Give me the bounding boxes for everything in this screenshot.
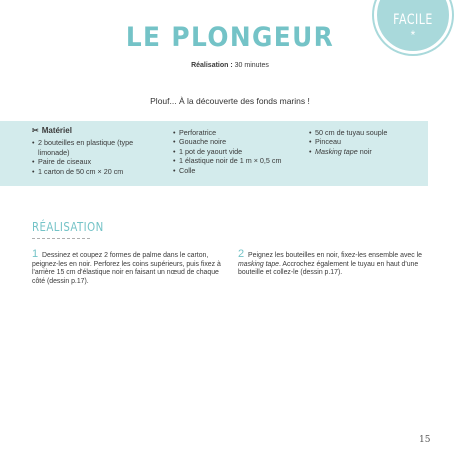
step-number: 2 [238,248,245,260]
heading-divider [32,238,90,239]
materials-panel [0,121,428,186]
list-item [309,147,424,156]
duration-label: Réalisation : [191,62,233,69]
realisation-heading: RÉALISATION [32,220,104,234]
step-text: Dessinez et coupez 2 formes de palme dans le carton, peignez-les en noir. Perforez les coins supérieurs, puis fixez à l'arrière 15 cm d'élastique noir en faisant un nœud de chaque côté (dessin p.17). [32,252,221,285]
materials-column-3 [309,128,424,156]
materials-list-2 [173,128,303,175]
difficulty-label: FACILE [393,11,433,28]
step-2 [238,250,428,278]
list-item: • Gouache noire [173,137,303,146]
list-item: • Perforatrice [173,128,303,137]
materials-heading-text: Matériel [41,126,72,135]
duration-value: 30 minutes [234,62,269,69]
list-item: • Paire de ciseaux [32,157,160,166]
page-title: LE PLONGEUR [125,22,335,53]
list-item-rest: noir [357,146,372,156]
intro-text: Plouf... À la découverte des fonds marins ! [150,96,310,106]
materials-heading [32,126,160,135]
star-icon: * [410,28,416,42]
materials-list-3 [309,128,424,156]
scissors-icon: ✂ [32,126,39,135]
list-item: • Colle [173,166,303,175]
step-text-before: Peignez les bouteilles en noir, fixez-les ensemble avec le [248,252,422,259]
step-text-italic: masking tape [238,260,279,268]
step-number: 1 [32,248,39,260]
list-item-italic: Masking tape [315,146,358,156]
step-text-after: . Accrochez également le tuyau en haut d'une bouteille et collez-le (dessin p.17). [238,260,419,277]
materials-list-1 [32,138,160,176]
list-item: • 1 carton de 50 cm × 20 cm [32,167,160,176]
step-1 [32,250,222,286]
list-item: • Pinceau [309,137,424,146]
list-item: • 2 bouteilles en plastique (type limonade) [32,138,160,157]
duration-line [0,62,460,69]
materials-column-2 [173,128,303,175]
page-number: 15 [419,435,431,445]
list-item: • 1 élastique noir de 1 m × 0,5 cm [173,156,303,165]
list-item: • 1 pot de yaourt vide [173,147,303,156]
materials-column-1 [32,126,160,176]
list-item: • 50 cm de tuyau souple [309,128,424,137]
